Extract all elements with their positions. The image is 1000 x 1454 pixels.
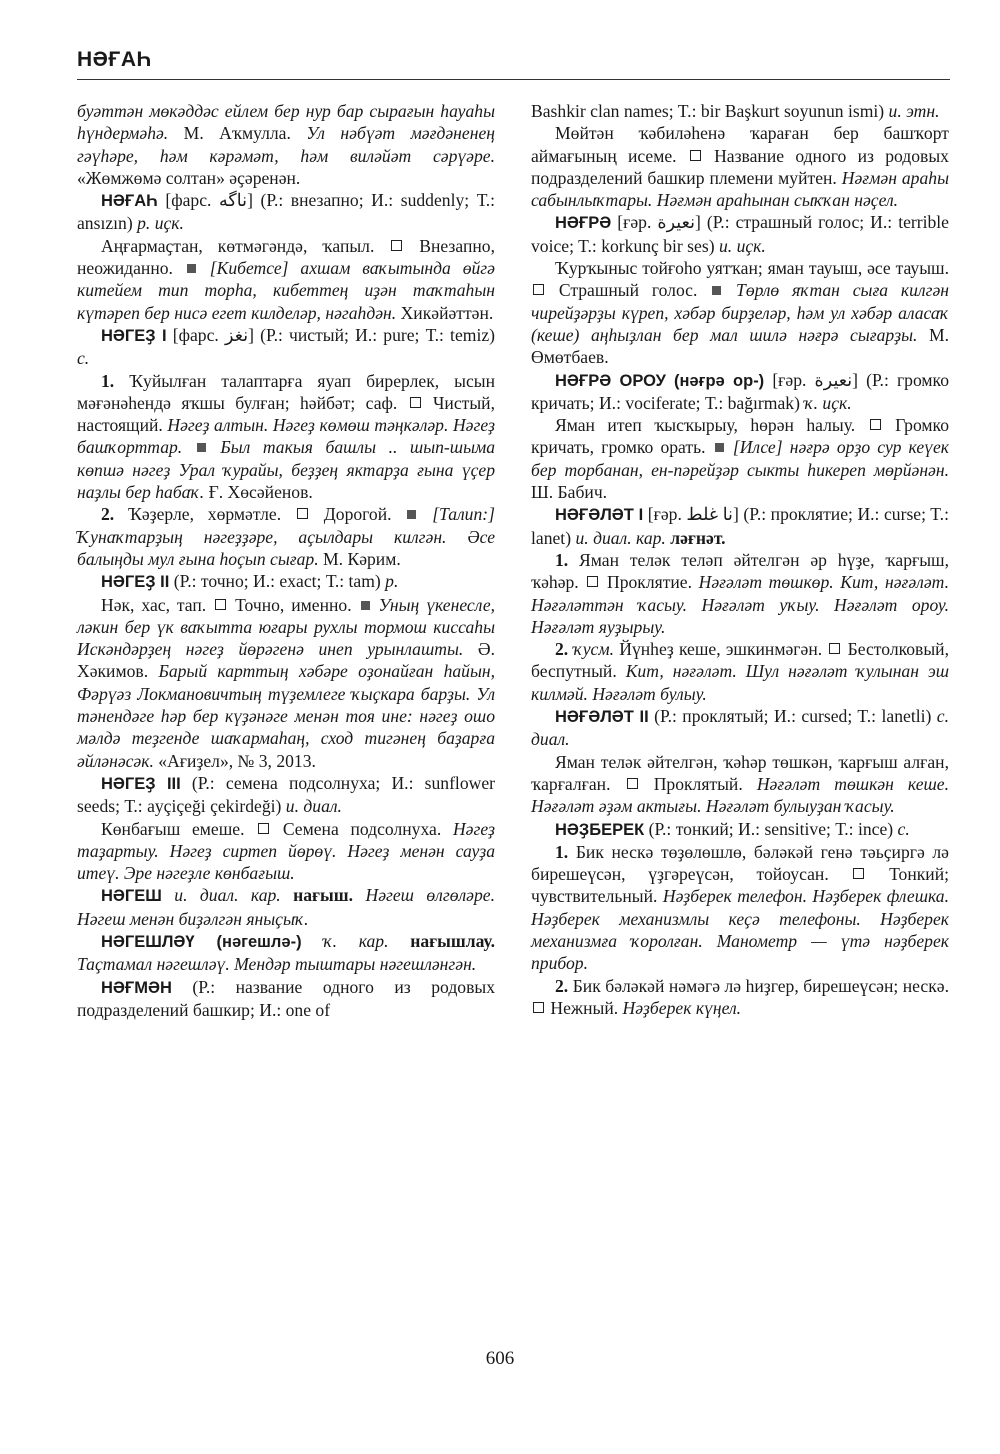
entry-nagalat-2: НӘҒӘЛӘТ II (Р.: проклятый; И.: cursed; T.: lanetli) с. диал.: [531, 706, 950, 750]
entry-nagra-orou-def: Яман итеп ҡысҡырыу, һөрән һалыу. Громко кричать, громко орать. [Илсе] нәғрә орҙо сур кеүек бер торбанан, ен-пәрейҙәр сыкты һикереп мөрйәнән. Ш. Бабич.: [531, 415, 949, 503]
header-rule: [77, 79, 950, 80]
entry-nagman: НӘҒМӘН (Р.: название одного из родовых подразделений башкир; И.: one of: [77, 976, 495, 1020]
example-marker-icon: [407, 510, 416, 519]
running-head: НӘҒАҺ: [77, 48, 152, 71]
headword: НӘҒМӘН: [101, 978, 172, 997]
russian-marker-icon: [297, 508, 308, 519]
russian-marker-icon: [215, 599, 226, 610]
headword: НӘҒӘЛӘТ II: [555, 708, 649, 727]
entry-nagah-def: Аңғармаҫтан, көтмәгәндә, ҡапыл. Внезапно, неожиданно. [Кибетсе] ахшам ваҡытында өйгә китейем тип торһа, кибеттең иҙән таҡтаһын күтәреп бер нисә егет килделәр, нәгаһдән. Хикәйәттән.: [77, 235, 495, 323]
russian-marker-icon: [829, 643, 840, 654]
entry-nagra: НӘҒРӘ [ғәр. نعيرة] (Р.: страшный голос; И.: terrible voice; T.: korkunç bir ses) и. иҫк.: [531, 212, 949, 256]
continuation-text: буәттән мөкәддәс ейлем бер нур бар сырағын һауаһы һүндермәһә. М. Аҡмулла. Ул нәбүәт мәғдәненең гәүһәре, һәм кәрәмәт, һәм виләйәт сәрүәре. «Жөмжөмә солтан» әҫәренән.: [77, 101, 495, 188]
headword: НӘҒРӘ: [555, 214, 612, 233]
russian-marker-icon: [533, 284, 544, 295]
entry-nagez-3-def: Көнбағыш емеше. Семена подсолнуха. Нәгеҙ таҙартыу. Нәгеҙ сиртеп йөрөү. Нәгеҙ менән сауҙа итеү. Эре нәгеҙле көнбағыш.: [77, 818, 496, 884]
russian-marker-icon: [533, 1002, 544, 1013]
entry-nagez-1-sense-2: 2. Ҡәҙерле, хөрмәтле. Дорогой. [Талип:] Ҡунаҡтарҙың нәгеҙҙәре, аҫылдары килгән. Әсе балыңды мул ғына һоҫып сығар. М. Кәрим.: [77, 504, 495, 569]
entry-nazberek: НӘҘБЕРЕК (Р.: тонкий; И.: sensitive; Т.: ince) с.: [555, 818, 910, 839]
entry-nagalat-2-def: Яман теләк әйтелгән, ҡәһәр төшкән, ҡарғыш алған, ҡарғалған. Проклятый. Нәғәләт төшкән кеше. Нәғәләт әҙәм актығы. Нәғәләт булыуҙан ҡасыу.: [531, 751, 950, 817]
headword: НӘГЕҘ I: [101, 326, 167, 345]
example-marker-icon: [187, 264, 196, 273]
headword: НӘҒӘЛӘТ I: [555, 506, 644, 525]
headword: НӘҘБЕРЕК: [555, 820, 645, 839]
left-column: [77, 100, 495, 1021]
headword: НӘҒАҺ: [101, 192, 158, 211]
entry-nazberek-sense-1: 1. Бик нескә төҙөлөшлө, бәләкәй генә тәьҫиргә лә бирешеүсән, үҙгәреүсән, тойоусан. Тонкий; чувствительный. Нәҙберек телефон. Нәҙберек флешка. Нәҙберек механизмлы кеҫә телефоны. Нәҙберек механизмға ҡоролған. Манометр — үтә нәҙберек прибор.: [531, 841, 949, 974]
entry-nazberek-sense-2: 2. Бик бәләкәй нәмәгә лә һиҙгер, бирешеүсән; нескә. Нежный. Нәҙберек күңел.: [531, 975, 949, 1020]
entry-nagman-cont: Bashkir clan names; T.: bir Başkurt soyunun ismi) и. этн.: [531, 101, 940, 121]
entry-nagalat-1-sense-2: 2. ҡусм. Йүнһеҙ кеше, эшкинмәгән. Бестолковый, беспутный. Кит, нәғәләт. Шул нәғәләт ҡулынан эш килмәй. Нәғәләт булыу.: [531, 639, 949, 704]
headword: НӘГЕШ: [101, 887, 162, 906]
entry-nagalat-1: НӘҒӘЛӘТ I [ғәр. نا غلط] (Р.: проклятие; И.: curse; T.: lanet) и. диал. кар. ләғнәт.: [531, 504, 949, 548]
entry-nagez-2: НӘГЕҘ II (Р.: точно; И.: exact; Т.: tam) р.: [101, 571, 399, 592]
entry-nagalat-1-sense-1: 1. Яман теләк теләп әйтелгән әр һүҙе, ҡарғыш, ҡәһәр. Проклятие. Нәғәләт төшкөр. Кит, нәғәләт. Нәғәләттән ҡасыу. Нәғәләт уҡыу. Нәғәләт ороу. Нәғәләт яуҙырыу.: [531, 549, 949, 637]
page-number: 606: [485, 1348, 515, 1369]
entry-nagez-1: НӘГЕҘ I [фарс. نغز] (Р.: чистый; И.: pure; Т.: temiz) с.: [77, 324, 495, 369]
russian-marker-icon: [587, 576, 598, 587]
headword: НӘҒРӘ ОРОУ: [555, 371, 666, 390]
russian-marker-icon: [870, 419, 881, 430]
entry-nagez-1-sense-1: 1. Ҡуйылған талаптарға яуап бирерлек, ысын мәғәнәһендә яҡшы булған; һәйбәт; саф. Чистый, настоящий. Нәгеҙ алтын. Нәгеҙ көмөш тәңкәләр. Нәгеҙ башҡорттар. Был такыя башлы .. шып-шыма көпшә нәгеҙ Урал ҡурайы, беҙҙең яктарҙа ғына үҫер наҙлы бер һабаҡ. Ғ. Хөсәйенов.: [77, 370, 496, 503]
entry-nagah: НӘҒАҺ [фарс. ناگه] (Р.: внезапно; И.: suddenly; Т.: ansızın) р. иҫк.: [77, 190, 495, 234]
entry-nageshlau: НӘГЕШЛӘҮ (нәгешлә-) ҡ. кар. нағышлау. Таҫтамал нәгешләү. Мендәр тыштары нәгешләнгән.: [77, 930, 495, 975]
headword: НӘГЕҘ II: [101, 573, 170, 592]
example-marker-icon: [712, 286, 721, 295]
entry-nagra-orou: НӘҒРӘ ОРОУ (нәғрә ор-) [ғәр. نعيرة] (Р.: громко кричать; И.: vociferate; Т.: bağırmak) ҡ. иҫк.: [531, 369, 950, 413]
entry-nagesh: НӘГЕШ и. диал. кар. нағыш. Нәгеш өлгөләре. Нәгеш менән биҙәлгән яныҫыҡ.: [77, 885, 495, 929]
right-column: [531, 100, 949, 1019]
headword: НӘГЕҘ III: [101, 774, 181, 793]
entry-nagez-2-def: Нәк, хас, тап. Точно, именно. Уның үкенесле, ләкин бер үк ваҡытта юғары рухлы тормош киссаһы Искәндәрҙең нәгеҙ йөрәгенә инеп урынлашты. Ә. Хәкимов. Барый карттың хәбәре оҙонайған һайын, Фәрүәз Локмановичтың түҙемлеге ҡыҫкара барҙы. Ул тәнендәге һәр бер күҙәнәге менән тоя ине: нәгеҙ ошо мәлдә теҙгенде шаҡармаһаң, сход тигәнең баҙарға әйләнәсәк. «Ағиҙел», № 3, 2013.: [77, 594, 496, 771]
russian-marker-icon: [410, 397, 421, 408]
russian-marker-icon: [853, 868, 864, 879]
example-marker-icon: [197, 443, 206, 452]
entry-nagez-3: НӘГЕҘ III (Р.: семена подсолнуха; И.: sunflower seeds; Т.: ayçiçeği çekirdeği) и. диал.: [77, 772, 495, 817]
russian-marker-icon: [627, 778, 638, 789]
entry-nagra-def: Ҡурҡыныс тойғоһо уятҡан; яман тауыш, әсе тауыш. Страшный голос. Төрлө яҡтан сыға килгән чирейҙәрҙы күреп, хәбәр бирҙеләр, һәм ул хәбәр аласаҡ (кеше) аңһыҙлан бер мал шилә нәғрә сығарҙы. М. Өмөтбаев.: [531, 258, 950, 368]
example-marker-icon: [715, 443, 724, 452]
entry-nagman-def: Мөйтән ҡәбиләһенә ҡараған бер башҡорт аймағының исеме. Название одного из родовых подразделений башкир племени муйтен. Нәғмән араһы сабынлыҡтары. Нәғмән араһынан сыҡҡан нәҫел.: [531, 123, 949, 211]
russian-marker-icon: [258, 823, 269, 834]
russian-marker-icon: [391, 240, 402, 251]
example-marker-icon: [361, 601, 370, 610]
headword: НӘГЕШЛӘҮ (нәгешлә-): [101, 932, 302, 951]
russian-marker-icon: [690, 150, 701, 161]
